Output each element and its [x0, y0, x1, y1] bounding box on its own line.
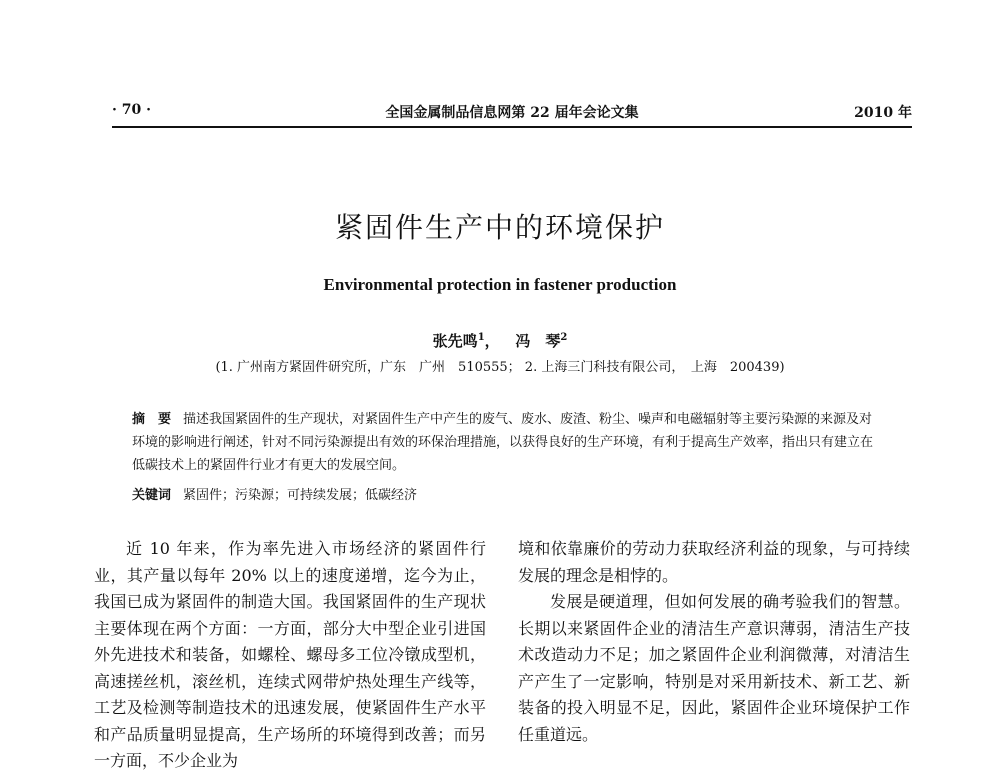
keywords — [132, 484, 880, 507]
body-paragraph: 近 10 年来，作为率先进入市场经济的紧固件行业，其产量以每年 20% 以上的速度递增，迄今为止，我国已成为紧固件的制造大国。我国紧固件的生产现状主要体现在两个方面：一方面，部分大中型企业引进国外先进技术和装备，如螺栓、螺母多工位冷镦成型机，高速搓丝机，滚丝机，连续式网带炉热处理生产线等，工艺及检测等制造技术的迅速发展，使紧固件生产水平和产品质量明显提高，生产场所的环境得到改善；而另一方面，不少企业为 — [94, 539, 486, 770]
abstract — [132, 408, 880, 477]
abstract-text: 描述我国紧固件的生产现状，对紧固件生产中产生的废气、废水、废渣、粉尘、噪声和电磁辐射等主要污染源的来源及对环境的影响进行阐述，针对不同污染源提出有效的环保治理措施，以获得良好的生产环境，有利于提高生产效率，指出只有建立在低碳技术上的紧固件行业才有更大的发展空间。 — [132, 412, 874, 473]
body-column-left — [94, 536, 486, 775]
publication-year: 2010 年 — [854, 105, 912, 121]
abstract-label: 摘 要 — [132, 412, 172, 427]
keywords-label: 关键词 — [132, 488, 172, 503]
paper-title-chinese: 紧固件生产中的环境保护 — [334, 211, 665, 244]
keywords-text: 紧固件；污染源；可持续发展；低碳经济 — [183, 488, 418, 503]
author-affiliations: (1. 广州南方紧固件研究所，广东 广州 510555； 2. 上海三门科技有限公司， 上海 200439) — [215, 360, 785, 375]
author-name: 张先鸣 — [432, 332, 478, 350]
author-separator: ， — [484, 332, 500, 350]
paper-title-english: Environmental protection in fastener production — [323, 275, 677, 294]
body-paragraph: 境和依靠廉价的劳动力获取经济利益的现象，与可持续发展的理念是相悖的。 — [518, 539, 910, 585]
running-header — [112, 102, 912, 122]
author-affiliation-mark: 2 — [560, 332, 568, 343]
journal-title: 全国金属制品信息网第 22 届年会论文集 — [385, 105, 639, 121]
page-number: · 70 · — [112, 102, 151, 118]
author-affiliation-mark: 1 — [477, 332, 485, 343]
author-list — [0, 330, 1000, 351]
header-rule — [112, 126, 912, 128]
body-column-right — [518, 536, 910, 748]
body-paragraph: 发展是硬道理，但如何发展的确考验我们的智慧。长期以来紧固件企业的清洁生产意识薄弱，清洁生产技术改造动力不足；加之紧固件企业利润微薄，对清洁生产产生了一定影响，特别是对采用新技术、新工艺、新装备的投入明显不足，因此，紧固件企业环境保护工作任重道远。 — [518, 592, 910, 744]
author-name: 冯 琴 — [515, 332, 561, 350]
